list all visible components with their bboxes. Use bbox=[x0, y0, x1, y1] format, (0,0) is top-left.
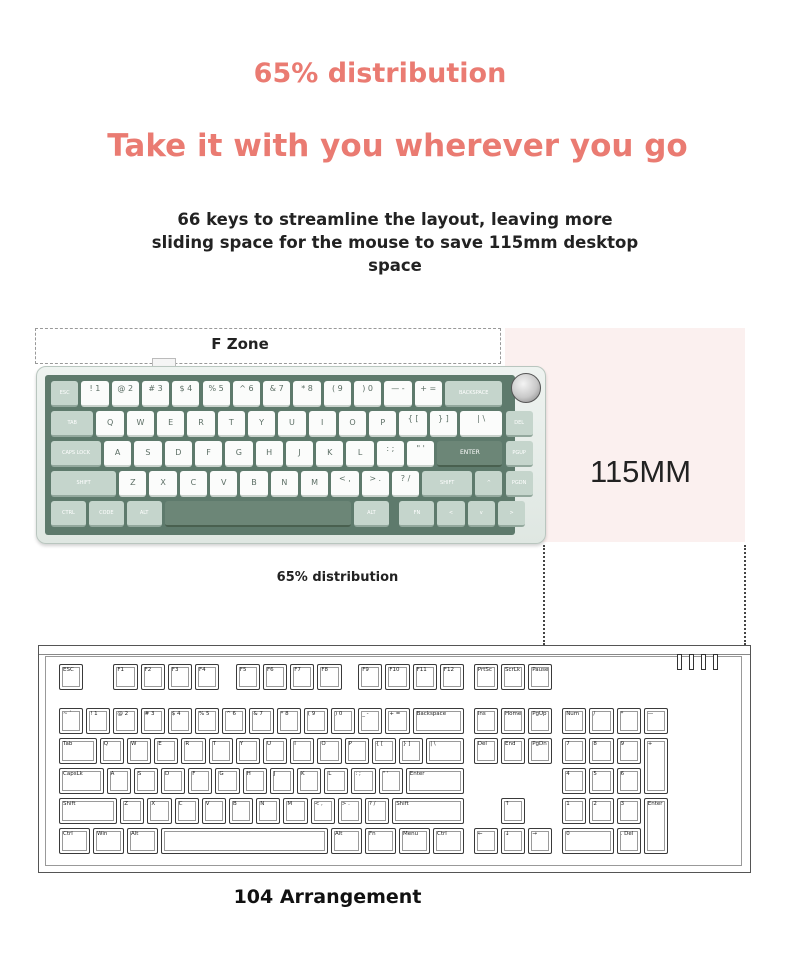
key-104: V bbox=[202, 798, 226, 824]
key-104: F bbox=[188, 768, 212, 794]
key-104: X bbox=[147, 798, 171, 824]
indicator-led-icon bbox=[701, 654, 706, 670]
key-104: / bbox=[589, 708, 613, 734]
page-title: 65% distribution bbox=[253, 58, 507, 89]
key-104: ( 9 bbox=[304, 708, 328, 734]
key-65: + = bbox=[415, 381, 442, 407]
key-104: } ] bbox=[399, 738, 423, 764]
key-65: ! 1 bbox=[81, 381, 108, 407]
key-104: CapsLk bbox=[59, 768, 104, 794]
key-104: ~ ` bbox=[59, 708, 83, 734]
key-65: ^ 6 bbox=[233, 381, 260, 407]
key-65: $ 4 bbox=[172, 381, 199, 407]
key-104: P bbox=[345, 738, 369, 764]
key-104: D bbox=[161, 768, 185, 794]
key-65: < bbox=[437, 501, 464, 527]
key-104: U bbox=[263, 738, 287, 764]
key-104: 1 bbox=[562, 798, 586, 824]
volume-knob-icon bbox=[511, 373, 541, 403]
key-104: F1 bbox=[113, 664, 137, 690]
key-104: 5 bbox=[589, 768, 613, 794]
key-65: < , bbox=[331, 471, 358, 497]
key-104: . Del bbox=[617, 828, 641, 854]
key-104: Win bbox=[93, 828, 124, 854]
key-104: L bbox=[324, 768, 348, 794]
key-104: O bbox=[317, 738, 341, 764]
key-65: % 5 bbox=[203, 381, 230, 407]
key-65 bbox=[165, 501, 351, 527]
key-65: K bbox=[316, 441, 343, 467]
key-65: L bbox=[346, 441, 373, 467]
key-104: 2 bbox=[589, 798, 613, 824]
key-104: N bbox=[256, 798, 280, 824]
key-104: J bbox=[270, 768, 294, 794]
key-104: E bbox=[154, 738, 178, 764]
key-65: R bbox=[187, 411, 214, 437]
key-104: * bbox=[617, 708, 641, 734]
key-104: F6 bbox=[263, 664, 287, 690]
key-104: Enter bbox=[644, 798, 668, 854]
key-104: ? / bbox=[365, 798, 389, 824]
key-104: Ins bbox=[474, 708, 498, 734]
key-65: H bbox=[256, 441, 283, 467]
key-104: B bbox=[229, 798, 253, 824]
key-104: 9 bbox=[617, 738, 641, 764]
key-65: v bbox=[468, 501, 495, 527]
indicator-led-icon bbox=[713, 654, 718, 670]
key-104: Enter bbox=[406, 768, 464, 794]
key-65: O bbox=[339, 411, 366, 437]
key-104: F5 bbox=[236, 664, 260, 690]
key-104: % 5 bbox=[195, 708, 219, 734]
key-104: _ - bbox=[358, 708, 382, 734]
key-104: F12 bbox=[440, 664, 464, 690]
f-zone-label: F Zone bbox=[211, 335, 269, 353]
key-104: Num bbox=[562, 708, 586, 734]
key-104: 3 bbox=[617, 798, 641, 824]
key-104: F11 bbox=[413, 664, 437, 690]
key-104: Home bbox=[501, 708, 525, 734]
key-104: Alt bbox=[127, 828, 158, 854]
caption-104: 104 Arrangement bbox=[233, 886, 422, 908]
key-65: & 7 bbox=[263, 381, 290, 407]
key-65: G bbox=[225, 441, 252, 467]
key-65: } ] bbox=[430, 411, 457, 437]
key-65: N bbox=[271, 471, 298, 497]
key-104: F8 bbox=[317, 664, 341, 690]
key-104: R bbox=[181, 738, 205, 764]
key-65: CODE bbox=[89, 501, 124, 527]
key-104: F4 bbox=[195, 664, 219, 690]
key-65: | \ bbox=[460, 411, 502, 437]
key-104: Y bbox=[236, 738, 260, 764]
dotted-guide-left bbox=[543, 545, 545, 645]
key-104: 0 bbox=[562, 828, 613, 854]
key-104: A bbox=[107, 768, 131, 794]
keyboard-65-image bbox=[36, 366, 546, 544]
key-104: + bbox=[644, 738, 668, 794]
key-65: A bbox=[104, 441, 131, 467]
key-65: V bbox=[210, 471, 237, 497]
key-65: SHIFT bbox=[51, 471, 116, 497]
key-65: ? / bbox=[392, 471, 419, 497]
key-104: Shift bbox=[392, 798, 464, 824]
key-104: 8 bbox=[589, 738, 613, 764]
key-65: ESC bbox=[51, 381, 78, 407]
key-104: PgDn bbox=[528, 738, 552, 764]
key-104: " ' bbox=[379, 768, 403, 794]
key-65: E bbox=[157, 411, 184, 437]
key-104: : ; bbox=[351, 768, 375, 794]
key-65: CAPS LOCK bbox=[51, 441, 101, 467]
key-65: { [ bbox=[399, 411, 426, 437]
width-saved-label: 115MM bbox=[590, 454, 692, 489]
key-65: S bbox=[134, 441, 161, 467]
caption-65: 65% distribution bbox=[276, 570, 399, 585]
key-65: * 8 bbox=[293, 381, 320, 407]
key-65: : ; bbox=[377, 441, 404, 467]
key-65: ALT bbox=[127, 501, 162, 527]
key-104: Ctrl bbox=[59, 828, 90, 854]
key-104: Q bbox=[100, 738, 124, 764]
key-65: ( 9 bbox=[324, 381, 351, 407]
key-65: BACKSPACE bbox=[445, 381, 503, 407]
key-104: * 8 bbox=[277, 708, 301, 734]
key-65: @ 2 bbox=[112, 381, 139, 407]
key-104: + = bbox=[385, 708, 409, 734]
key-65: I bbox=[309, 411, 336, 437]
key-65: > . bbox=[362, 471, 389, 497]
key-104: & 7 bbox=[249, 708, 273, 734]
key-104: Z bbox=[120, 798, 144, 824]
key-104: K bbox=[297, 768, 321, 794]
key-104: Alt bbox=[331, 828, 362, 854]
key-104: F3 bbox=[168, 664, 192, 690]
key-104: W bbox=[127, 738, 151, 764]
key-65: D bbox=[165, 441, 192, 467]
key-65: W bbox=[127, 411, 154, 437]
key-104: $ 4 bbox=[168, 708, 192, 734]
key-104: ↓ bbox=[501, 828, 525, 854]
key-65: X bbox=[149, 471, 176, 497]
key-104: PgUp bbox=[528, 708, 552, 734]
keyboard-104-image bbox=[38, 645, 751, 873]
key-65: Y bbox=[248, 411, 275, 437]
key-104: G bbox=[215, 768, 239, 794]
key-65: B bbox=[240, 471, 267, 497]
key-104: Ctrl bbox=[433, 828, 464, 854]
key-65: # 3 bbox=[142, 381, 169, 407]
key-104: F7 bbox=[290, 664, 314, 690]
key-104: > . bbox=[338, 798, 362, 824]
key-104: ScrLk bbox=[501, 664, 525, 690]
key-65: TAB bbox=[51, 411, 93, 437]
key-65: P bbox=[369, 411, 396, 437]
key-65: — - bbox=[384, 381, 411, 407]
indicator-led-icon bbox=[689, 654, 694, 670]
key-104: ← bbox=[474, 828, 498, 854]
key-104: | \ bbox=[426, 738, 464, 764]
key-104: # 3 bbox=[141, 708, 165, 734]
key-104: PrtSc bbox=[474, 664, 498, 690]
key-65: C bbox=[180, 471, 207, 497]
key-65: U bbox=[278, 411, 305, 437]
key-104: ↑ bbox=[501, 798, 525, 824]
key-65: PGUP bbox=[506, 441, 533, 467]
key-65: Q bbox=[96, 411, 123, 437]
key-104: @ 2 bbox=[113, 708, 137, 734]
key-65: J bbox=[286, 441, 313, 467]
key-104: H bbox=[243, 768, 267, 794]
key-65: FN bbox=[399, 501, 434, 527]
key-104: ESC bbox=[59, 664, 83, 690]
page-subtitle: Take it with you wherever you go bbox=[107, 128, 688, 164]
dotted-guide-right bbox=[744, 545, 746, 645]
key-104: — bbox=[644, 708, 668, 734]
key-104: < , bbox=[311, 798, 335, 824]
key-104: 7 bbox=[562, 738, 586, 764]
key-104: C bbox=[175, 798, 199, 824]
key-104: End bbox=[501, 738, 525, 764]
key-65: F bbox=[195, 441, 222, 467]
key-104: 6 bbox=[617, 768, 641, 794]
key-104: → bbox=[528, 828, 552, 854]
key-104: ! 1 bbox=[86, 708, 110, 734]
key-65: DEL bbox=[506, 411, 533, 437]
key-104: Backspace bbox=[413, 708, 464, 734]
key-104: ) 0 bbox=[331, 708, 355, 734]
key-65: ) 0 bbox=[354, 381, 381, 407]
key-104: T bbox=[209, 738, 233, 764]
key-104: F10 bbox=[385, 664, 409, 690]
key-104: ^ 6 bbox=[222, 708, 246, 734]
key-65: PGDN bbox=[506, 471, 533, 497]
key-65: " ' bbox=[407, 441, 434, 467]
key-104: M bbox=[283, 798, 307, 824]
key-104: Menu bbox=[399, 828, 430, 854]
key-104: Del bbox=[474, 738, 498, 764]
key-104 bbox=[161, 828, 328, 854]
key-65: M bbox=[301, 471, 328, 497]
key-104: 4 bbox=[562, 768, 586, 794]
key-104: { [ bbox=[372, 738, 396, 764]
key-104: Tab bbox=[59, 738, 97, 764]
key-104: F9 bbox=[358, 664, 382, 690]
key-104: S bbox=[134, 768, 158, 794]
indicator-led-icon bbox=[677, 654, 682, 670]
key-65: ALT bbox=[354, 501, 389, 527]
key-65: > bbox=[498, 501, 525, 527]
key-104: Pause bbox=[528, 664, 552, 690]
key-65: T bbox=[218, 411, 245, 437]
key-65: ENTER bbox=[437, 441, 502, 467]
key-104: Fn bbox=[365, 828, 396, 854]
key-104: Shift bbox=[59, 798, 117, 824]
key-104: F2 bbox=[141, 664, 165, 690]
page-description: 66 keys to streamline the layout, leaving more sliding space for the mouse to save 115mm desktop space bbox=[151, 210, 639, 275]
key-65: SHIFT bbox=[422, 471, 472, 497]
key-65: ^ bbox=[475, 471, 502, 497]
key-65: Z bbox=[119, 471, 146, 497]
key-104: I bbox=[290, 738, 314, 764]
key-65: CTRL bbox=[51, 501, 86, 527]
